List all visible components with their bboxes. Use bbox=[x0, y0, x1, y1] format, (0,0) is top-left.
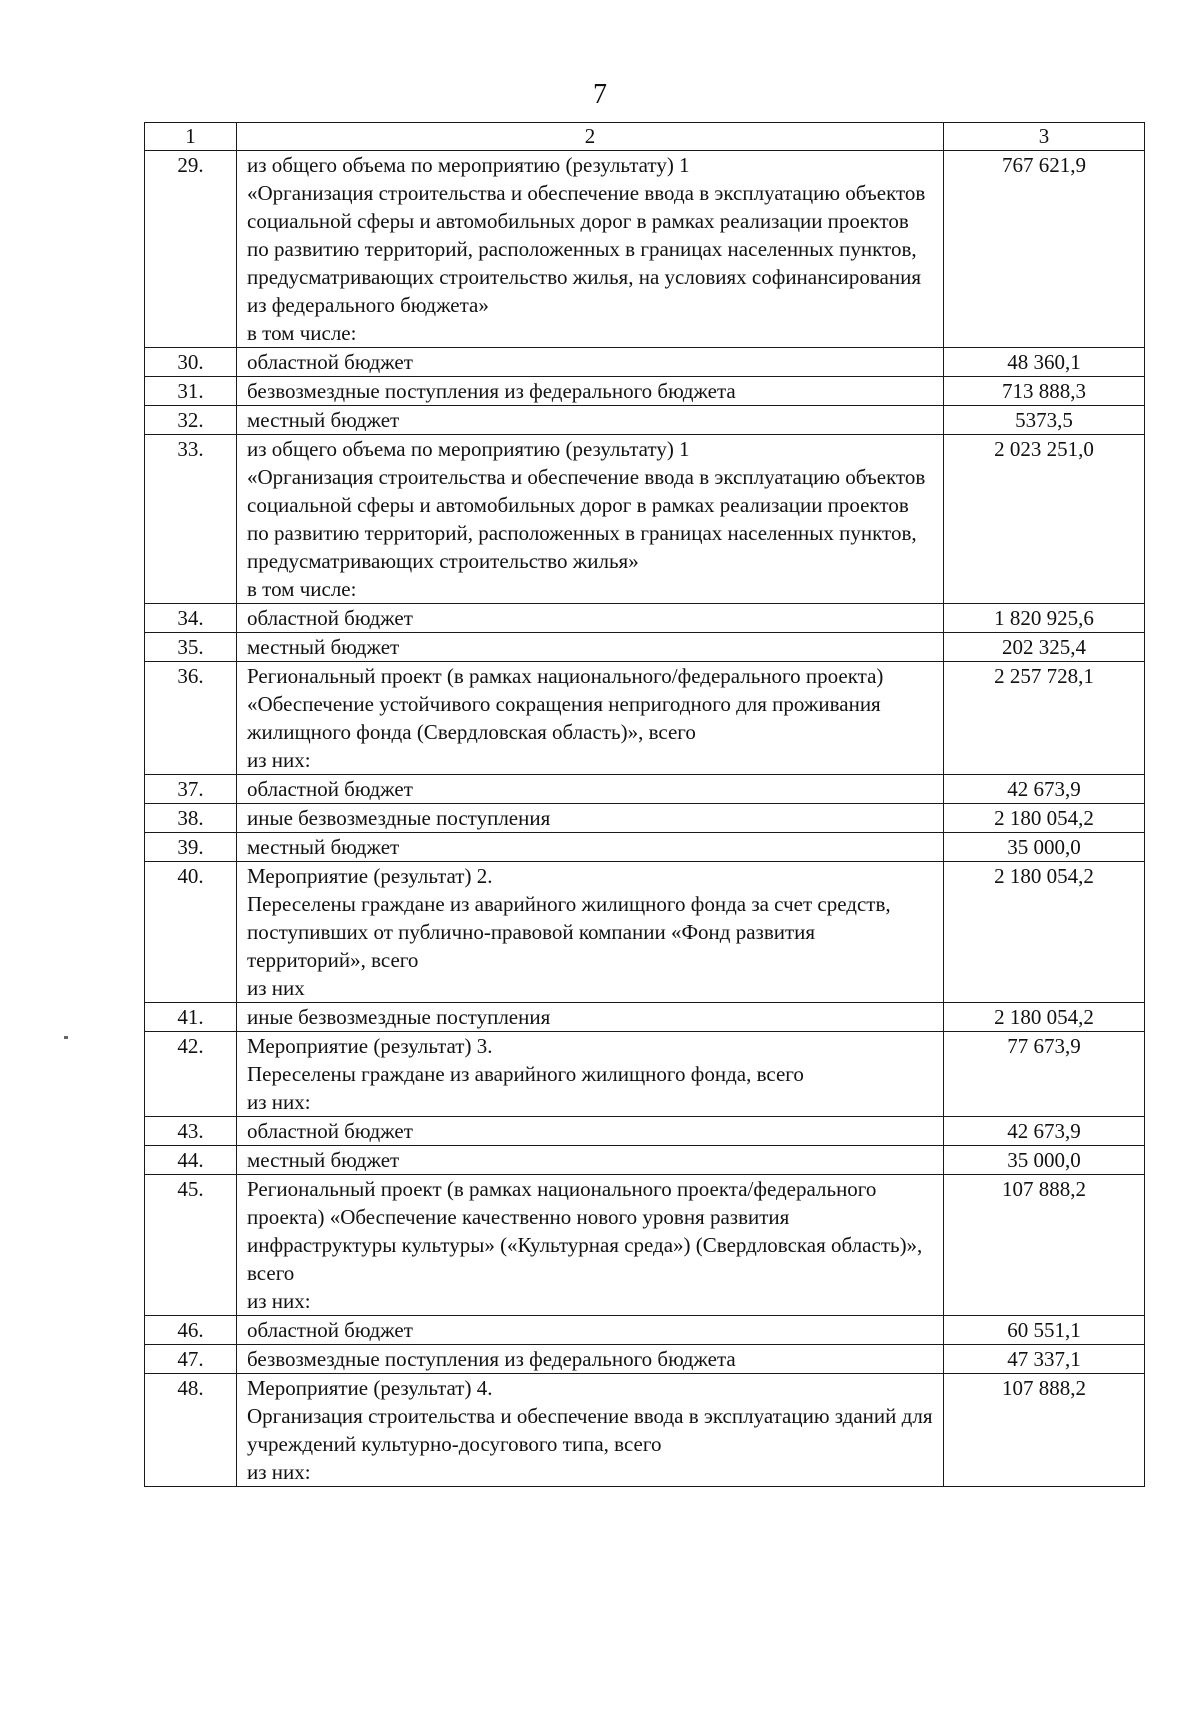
row-value: 202 325,4 bbox=[944, 633, 1145, 662]
table-row bbox=[145, 1117, 1145, 1146]
row-number: 39. bbox=[145, 833, 237, 862]
row-number: 31. bbox=[145, 377, 237, 406]
table-row bbox=[145, 833, 1145, 862]
row-description: Региональный проект (в рамках национального/федерального проекта) «Обеспечение устойчивого сокращения непригодного для проживания жилищного фонда (Свердловская область)», всего из них: bbox=[237, 662, 944, 775]
row-description: областной бюджет bbox=[237, 1316, 944, 1345]
row-value: 2 180 054,2 bbox=[944, 862, 1145, 1003]
row-number: 44. bbox=[145, 1146, 237, 1175]
row-value: 47 337,1 bbox=[944, 1345, 1145, 1374]
row-number: 37. bbox=[145, 775, 237, 804]
row-value: 77 673,9 bbox=[944, 1032, 1145, 1117]
row-value: 767 621,9 bbox=[944, 151, 1145, 348]
header-col-1: 1 bbox=[145, 123, 237, 151]
row-number: 29. bbox=[145, 151, 237, 348]
row-value: 35 000,0 bbox=[944, 1146, 1145, 1175]
row-number: 30. bbox=[145, 348, 237, 377]
row-number: 34. bbox=[145, 604, 237, 633]
row-description: местный бюджет bbox=[237, 633, 944, 662]
row-value: 1 820 925,6 bbox=[944, 604, 1145, 633]
row-description: из общего объема по мероприятию (результату) 1 «Организация строительства и обеспечение ввода в эксплуатацию объектов социальной сферы и автомобильных дорог в рамках реализации проектов по развитию территорий, расположенных в границах населенных пунктов, предусматривающих строительство жилья, на условиях софинансирования из федерального бюджета» в том числе: bbox=[237, 151, 944, 348]
row-value: 2 180 054,2 bbox=[944, 1003, 1145, 1032]
row-value: 2 180 054,2 bbox=[944, 804, 1145, 833]
row-value: 60 551,1 bbox=[944, 1316, 1145, 1345]
row-value: 48 360,1 bbox=[944, 348, 1145, 377]
row-value: 5373,5 bbox=[944, 406, 1145, 435]
table-row bbox=[145, 1032, 1145, 1117]
table-row bbox=[145, 1374, 1145, 1487]
budget-table bbox=[144, 122, 1145, 1487]
row-value: 2 257 728,1 bbox=[944, 662, 1145, 775]
table-row bbox=[145, 435, 1145, 604]
row-value: 2 023 251,0 bbox=[944, 435, 1145, 604]
table-row bbox=[145, 862, 1145, 1003]
table-row bbox=[145, 1316, 1145, 1345]
table-row bbox=[145, 662, 1145, 775]
row-description: областной бюджет bbox=[237, 604, 944, 633]
header-col-3: 3 bbox=[944, 123, 1145, 151]
table-row bbox=[145, 1003, 1145, 1032]
row-description: из общего объема по мероприятию (результату) 1 «Организация строительства и обеспечение ввода в эксплуатацию объектов социальной сферы и автомобильных дорог в рамках реализации проектов по развитию территорий, расположенных в границах населенных пунктов, предусматривающих строительство жилья» в том числе: bbox=[237, 435, 944, 604]
row-value: 35 000,0 bbox=[944, 833, 1145, 862]
header-col-2: 2 bbox=[237, 123, 944, 151]
row-value: 42 673,9 bbox=[944, 1117, 1145, 1146]
table-row bbox=[145, 804, 1145, 833]
row-description: местный бюджет bbox=[237, 833, 944, 862]
row-description: областной бюджет bbox=[237, 775, 944, 804]
row-description: Мероприятие (результат) 3. Переселены граждане из аварийного жилищного фонда, всего из них: bbox=[237, 1032, 944, 1117]
row-description: местный бюджет bbox=[237, 406, 944, 435]
row-number: 45. bbox=[145, 1175, 237, 1316]
row-description: Мероприятие (результат) 2. Переселены граждане из аварийного жилищного фонда за счет средств, поступивших от публично-правовой компании «Фонд развития территорий», всего из них bbox=[237, 862, 944, 1003]
table-row bbox=[145, 1175, 1145, 1316]
row-description: Мероприятие (результат) 4. Организация строительства и обеспечение ввода в эксплуатацию зданий для учреждений культурно-досугового типа, всего из них: bbox=[237, 1374, 944, 1487]
page-number: 7 bbox=[593, 79, 607, 110]
row-number: 38. bbox=[145, 804, 237, 833]
row-number: 46. bbox=[145, 1316, 237, 1345]
table-row bbox=[145, 377, 1145, 406]
row-number: 33. bbox=[145, 435, 237, 604]
row-value: 42 673,9 bbox=[944, 775, 1145, 804]
table-row bbox=[145, 633, 1145, 662]
row-number: 36. bbox=[145, 662, 237, 775]
row-number: 47. bbox=[145, 1345, 237, 1374]
row-description: Региональный проект (в рамках национального проекта/федерального проекта) «Обеспечение качественно нового уровня развития инфраструктуры культуры» («Культурная среда») (Свердловская область)», всего из них: bbox=[237, 1175, 944, 1316]
row-value: 107 888,2 bbox=[944, 1175, 1145, 1316]
row-value: 107 888,2 bbox=[944, 1374, 1145, 1487]
row-description: областной бюджет bbox=[237, 348, 944, 377]
row-number: 48. bbox=[145, 1374, 237, 1487]
row-description: иные безвозмездные поступления bbox=[237, 804, 944, 833]
row-value: 713 888,3 bbox=[944, 377, 1145, 406]
table-row bbox=[145, 406, 1145, 435]
row-number: 42. bbox=[145, 1032, 237, 1117]
row-number: 40. bbox=[145, 862, 237, 1003]
row-description: местный бюджет bbox=[237, 1146, 944, 1175]
row-number: 32. bbox=[145, 406, 237, 435]
row-description: безвозмездные поступления из федерального бюджета bbox=[237, 377, 944, 406]
table-row bbox=[145, 1146, 1145, 1175]
table-row bbox=[145, 151, 1145, 348]
table-row bbox=[145, 348, 1145, 377]
row-number: 35. bbox=[145, 633, 237, 662]
row-description: безвозмездные поступления из федерального бюджета bbox=[237, 1345, 944, 1374]
table-body bbox=[145, 151, 1145, 1487]
table-header bbox=[145, 123, 1145, 151]
table-row bbox=[145, 1345, 1145, 1374]
table-row bbox=[145, 775, 1145, 804]
row-number: 43. bbox=[145, 1117, 237, 1146]
header-row bbox=[145, 123, 1145, 151]
row-description: областной бюджет bbox=[237, 1117, 944, 1146]
row-description: иные безвозмездные поступления bbox=[237, 1003, 944, 1032]
table-row bbox=[145, 604, 1145, 633]
row-number: 41. bbox=[145, 1003, 237, 1032]
scan-speck bbox=[64, 1036, 68, 1039]
